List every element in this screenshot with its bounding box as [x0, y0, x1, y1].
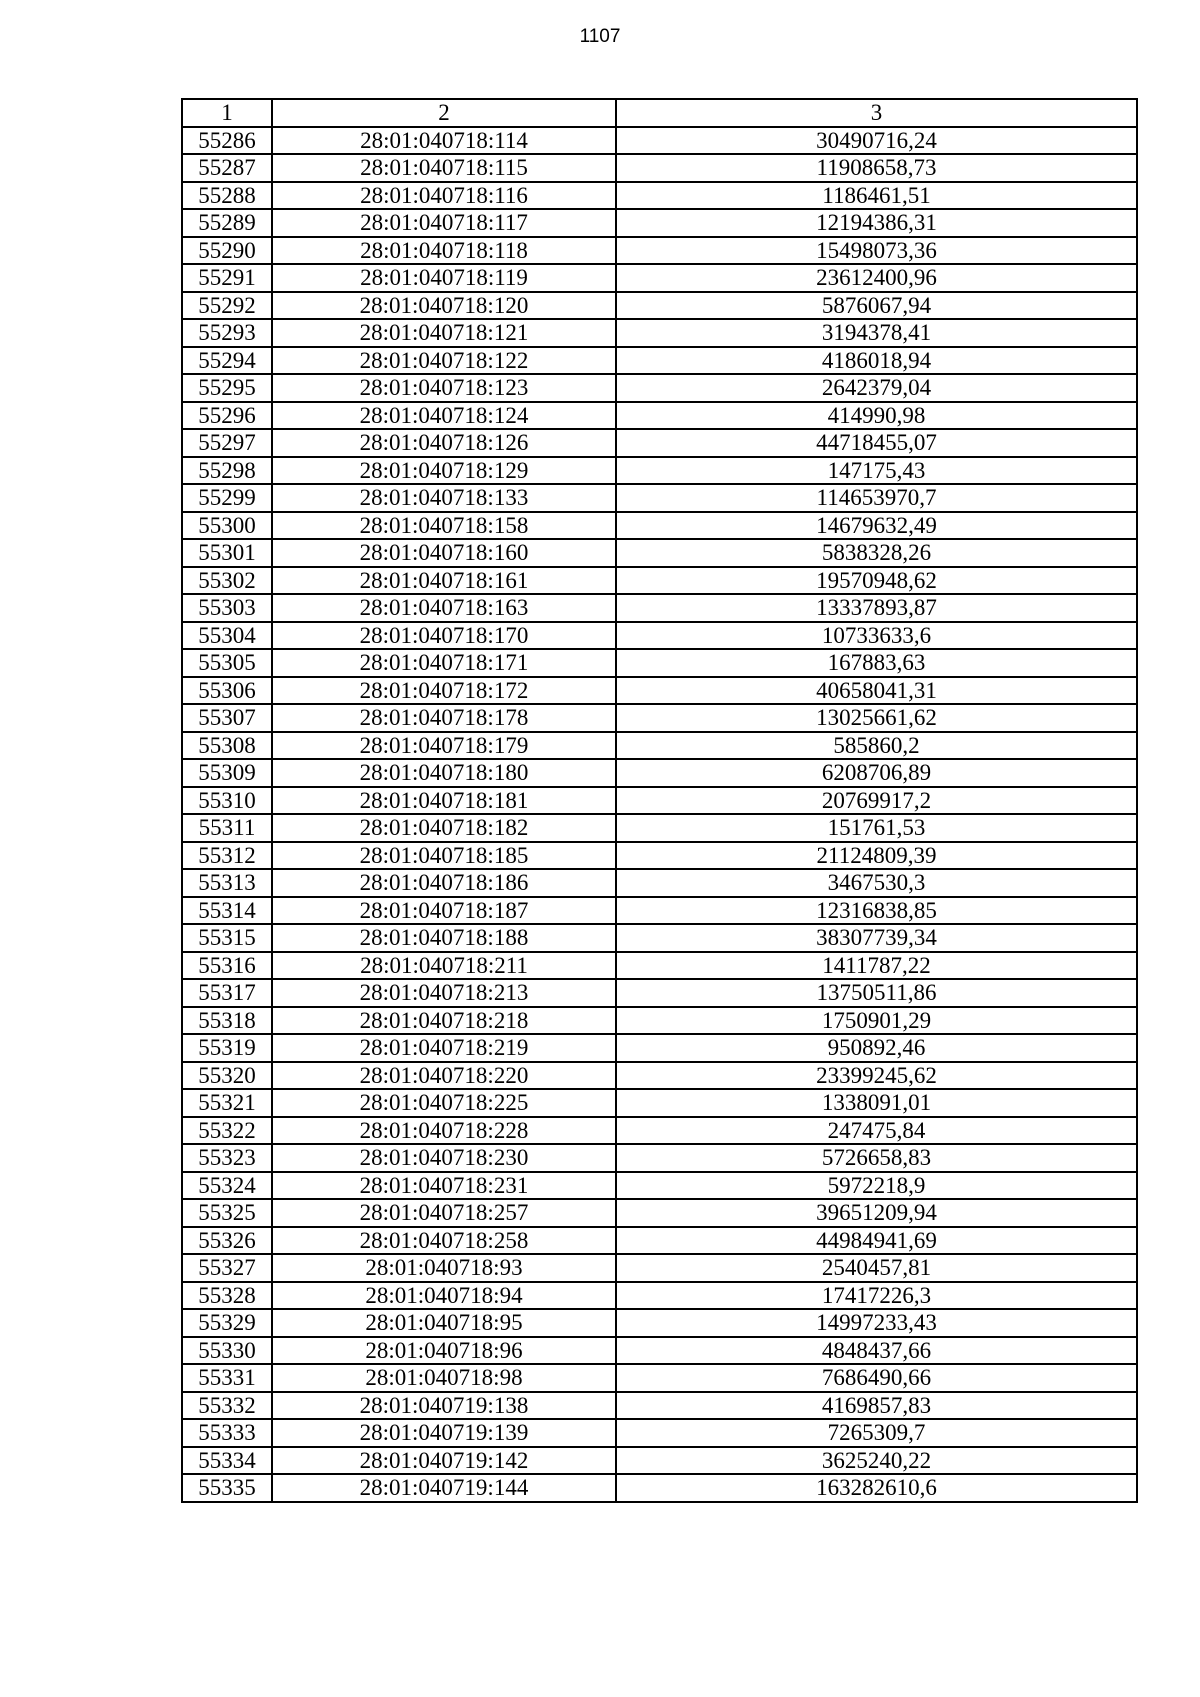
cadastral-number-cell: 28:01:040718:158	[272, 512, 616, 540]
table-row	[182, 1117, 1137, 1145]
row-number-cell: 55332	[182, 1392, 272, 1420]
table-row	[182, 402, 1137, 430]
cadastral-number-cell: 28:01:040718:122	[272, 347, 616, 375]
table-row	[182, 209, 1137, 237]
value-cell: 5838328,26	[616, 539, 1137, 567]
value-cell: 23399245,62	[616, 1062, 1137, 1090]
cadastral-number-cell: 28:01:040718:98	[272, 1364, 616, 1392]
value-cell: 2540457,81	[616, 1254, 1137, 1282]
table-row	[182, 1227, 1137, 1255]
row-number-cell: 55296	[182, 402, 272, 430]
value-cell: 12316838,85	[616, 897, 1137, 925]
value-cell: 14997233,43	[616, 1309, 1137, 1337]
table-row	[182, 457, 1137, 485]
table-row	[182, 154, 1137, 182]
data-table	[181, 98, 1138, 1503]
table-row	[182, 759, 1137, 787]
row-number-cell: 55325	[182, 1199, 272, 1227]
cadastral-number-cell: 28:01:040718:181	[272, 787, 616, 815]
value-cell: 147175,43	[616, 457, 1137, 485]
table-row	[182, 787, 1137, 815]
row-number-cell: 55306	[182, 677, 272, 705]
row-number-cell: 55301	[182, 539, 272, 567]
row-number-cell: 55324	[182, 1172, 272, 1200]
table-row	[182, 539, 1137, 567]
cadastral-number-cell: 28:01:040718:161	[272, 567, 616, 595]
row-number-cell: 55297	[182, 429, 272, 457]
table-row	[182, 979, 1137, 1007]
cadastral-number-cell: 28:01:040718:219	[272, 1034, 616, 1062]
table-row	[182, 649, 1137, 677]
table-header-row	[182, 99, 1137, 127]
row-number-cell: 55293	[182, 319, 272, 347]
value-cell: 21124809,39	[616, 842, 1137, 870]
cadastral-number-cell: 28:01:040718:211	[272, 952, 616, 980]
cadastral-number-cell: 28:01:040718:160	[272, 539, 616, 567]
value-cell: 1411787,22	[616, 952, 1137, 980]
row-number-cell: 55302	[182, 567, 272, 595]
table-row	[182, 1172, 1137, 1200]
cadastral-number-cell: 28:01:040718:133	[272, 484, 616, 512]
row-number-cell: 55331	[182, 1364, 272, 1392]
value-cell: 39651209,94	[616, 1199, 1137, 1227]
value-cell: 44718455,07	[616, 429, 1137, 457]
row-number-cell: 55288	[182, 182, 272, 210]
value-cell: 1338091,01	[616, 1089, 1137, 1117]
row-number-cell: 55289	[182, 209, 272, 237]
value-cell: 1186461,51	[616, 182, 1137, 210]
cadastral-number-cell: 28:01:040718:124	[272, 402, 616, 430]
table-row	[182, 677, 1137, 705]
value-cell: 20769917,2	[616, 787, 1137, 815]
value-cell: 4848437,66	[616, 1337, 1137, 1365]
table-row	[182, 484, 1137, 512]
value-cell: 7686490,66	[616, 1364, 1137, 1392]
cadastral-number-cell: 28:01:040718:230	[272, 1144, 616, 1172]
row-number-cell: 55319	[182, 1034, 272, 1062]
cadastral-number-cell: 28:01:040718:118	[272, 237, 616, 265]
row-number-cell: 55316	[182, 952, 272, 980]
cadastral-number-cell: 28:01:040718:258	[272, 1227, 616, 1255]
value-cell: 13025661,62	[616, 704, 1137, 732]
row-number-cell: 55323	[182, 1144, 272, 1172]
cadastral-number-cell: 28:01:040719:142	[272, 1447, 616, 1475]
row-number-cell: 55330	[182, 1337, 272, 1365]
row-number-cell: 55322	[182, 1117, 272, 1145]
row-number-cell: 55299	[182, 484, 272, 512]
table-row	[182, 237, 1137, 265]
table-row	[182, 319, 1137, 347]
table-row	[182, 1007, 1137, 1035]
cadastral-number-cell: 28:01:040718:172	[272, 677, 616, 705]
value-cell: 247475,84	[616, 1117, 1137, 1145]
row-number-cell: 55307	[182, 704, 272, 732]
table-row	[182, 264, 1137, 292]
cadastral-number-cell: 28:01:040718:225	[272, 1089, 616, 1117]
row-number-cell: 55317	[182, 979, 272, 1007]
value-cell: 30490716,24	[616, 127, 1137, 155]
cadastral-number-cell: 28:01:040718:213	[272, 979, 616, 1007]
table-row	[182, 1062, 1137, 1090]
cadastral-number-cell: 28:01:040718:96	[272, 1337, 616, 1365]
value-cell: 114653970,7	[616, 484, 1137, 512]
table-row	[182, 952, 1137, 980]
value-cell: 3625240,22	[616, 1447, 1137, 1475]
cadastral-number-cell: 28:01:040718:220	[272, 1062, 616, 1090]
table-row	[182, 1392, 1137, 1420]
table-row	[182, 1034, 1137, 1062]
cadastral-number-cell: 28:01:040718:163	[272, 594, 616, 622]
cadastral-number-cell: 28:01:040718:170	[272, 622, 616, 650]
table-row	[182, 732, 1137, 760]
column-header-2: 2	[272, 99, 616, 127]
row-number-cell: 55327	[182, 1254, 272, 1282]
value-cell: 38307739,34	[616, 924, 1137, 952]
value-cell: 4186018,94	[616, 347, 1137, 375]
value-cell: 17417226,3	[616, 1282, 1137, 1310]
table-row	[182, 1089, 1137, 1117]
value-cell: 167883,63	[616, 649, 1137, 677]
cadastral-number-cell: 28:01:040718:95	[272, 1309, 616, 1337]
cadastral-number-cell: 28:01:040718:117	[272, 209, 616, 237]
cadastral-number-cell: 28:01:040718:186	[272, 869, 616, 897]
value-cell: 6208706,89	[616, 759, 1137, 787]
row-number-cell: 55326	[182, 1227, 272, 1255]
row-number-cell: 55328	[182, 1282, 272, 1310]
value-cell: 3194378,41	[616, 319, 1137, 347]
value-cell: 163282610,6	[616, 1474, 1137, 1502]
row-number-cell: 55313	[182, 869, 272, 897]
value-cell: 950892,46	[616, 1034, 1137, 1062]
value-cell: 414990,98	[616, 402, 1137, 430]
cadastral-number-cell: 28:01:040718:126	[272, 429, 616, 457]
value-cell: 19570948,62	[616, 567, 1137, 595]
value-cell: 151761,53	[616, 814, 1137, 842]
cadastral-number-cell: 28:01:040718:188	[272, 924, 616, 952]
table-row	[182, 704, 1137, 732]
table-row	[182, 127, 1137, 155]
value-cell: 13750511,86	[616, 979, 1137, 1007]
row-number-cell: 55308	[182, 732, 272, 760]
value-cell: 7265309,7	[616, 1419, 1137, 1447]
value-cell: 44984941,69	[616, 1227, 1137, 1255]
cadastral-number-cell: 28:01:040718:182	[272, 814, 616, 842]
table-row	[182, 1254, 1137, 1282]
row-number-cell: 55314	[182, 897, 272, 925]
value-cell: 2642379,04	[616, 374, 1137, 402]
table-row	[182, 1337, 1137, 1365]
cadastral-number-cell: 28:01:040718:228	[272, 1117, 616, 1145]
row-number-cell: 55320	[182, 1062, 272, 1090]
value-cell: 23612400,96	[616, 264, 1137, 292]
row-number-cell: 55312	[182, 842, 272, 870]
row-number-cell: 55290	[182, 237, 272, 265]
cadastral-number-cell: 28:01:040719:138	[272, 1392, 616, 1420]
cadastral-number-cell: 28:01:040718:115	[272, 154, 616, 182]
row-number-cell: 55311	[182, 814, 272, 842]
cadastral-number-cell: 28:01:040719:144	[272, 1474, 616, 1502]
row-number-cell: 55305	[182, 649, 272, 677]
table-row	[182, 1144, 1137, 1172]
cadastral-number-cell: 28:01:040718:120	[272, 292, 616, 320]
column-header-3: 3	[616, 99, 1137, 127]
cadastral-number-cell: 28:01:040718:218	[272, 1007, 616, 1035]
value-cell: 11908658,73	[616, 154, 1137, 182]
cadastral-number-cell: 28:01:040718:116	[272, 182, 616, 210]
value-cell: 585860,2	[616, 732, 1137, 760]
table-row	[182, 1447, 1137, 1475]
row-number-cell: 55304	[182, 622, 272, 650]
cadastral-number-cell: 28:01:040718:119	[272, 264, 616, 292]
row-number-cell: 55310	[182, 787, 272, 815]
value-cell: 14679632,49	[616, 512, 1137, 540]
value-cell: 15498073,36	[616, 237, 1137, 265]
cadastral-number-cell: 28:01:040718:178	[272, 704, 616, 732]
row-number-cell: 55286	[182, 127, 272, 155]
table-row	[182, 924, 1137, 952]
row-number-cell: 55321	[182, 1089, 272, 1117]
value-cell: 1750901,29	[616, 1007, 1137, 1035]
cadastral-number-cell: 28:01:040718:123	[272, 374, 616, 402]
row-number-cell: 55303	[182, 594, 272, 622]
row-number-cell: 55334	[182, 1447, 272, 1475]
cadastral-number-cell: 28:01:040718:93	[272, 1254, 616, 1282]
value-cell: 5726658,83	[616, 1144, 1137, 1172]
table-row	[182, 594, 1137, 622]
value-cell: 10733633,6	[616, 622, 1137, 650]
row-number-cell: 55329	[182, 1309, 272, 1337]
table-row	[182, 1364, 1137, 1392]
row-number-cell: 55291	[182, 264, 272, 292]
cadastral-number-cell: 28:01:040718:180	[272, 759, 616, 787]
table-row	[182, 814, 1137, 842]
value-cell: 5876067,94	[616, 292, 1137, 320]
table-row	[182, 622, 1137, 650]
cadastral-number-cell: 28:01:040718:171	[272, 649, 616, 677]
table-row	[182, 182, 1137, 210]
page-number: 1107	[579, 26, 621, 47]
table-row	[182, 897, 1137, 925]
cadastral-number-cell: 28:01:040719:139	[272, 1419, 616, 1447]
value-cell: 4169857,83	[616, 1392, 1137, 1420]
cadastral-number-cell: 28:01:040718:114	[272, 127, 616, 155]
value-cell: 12194386,31	[616, 209, 1137, 237]
cadastral-number-cell: 28:01:040718:179	[272, 732, 616, 760]
value-cell: 5972218,9	[616, 1172, 1137, 1200]
table-row	[182, 512, 1137, 540]
row-number-cell: 55309	[182, 759, 272, 787]
cadastral-number-cell: 28:01:040718:185	[272, 842, 616, 870]
cadastral-number-cell: 28:01:040718:121	[272, 319, 616, 347]
table-row	[182, 1474, 1137, 1502]
value-cell: 13337893,87	[616, 594, 1137, 622]
row-number-cell: 55335	[182, 1474, 272, 1502]
table-row	[182, 869, 1137, 897]
table-row	[182, 347, 1137, 375]
table-row	[182, 374, 1137, 402]
value-cell: 40658041,31	[616, 677, 1137, 705]
cadastral-number-cell: 28:01:040718:187	[272, 897, 616, 925]
value-cell: 3467530,3	[616, 869, 1137, 897]
table-row	[182, 567, 1137, 595]
table-row	[182, 1419, 1137, 1447]
cadastral-number-cell: 28:01:040718:94	[272, 1282, 616, 1310]
row-number-cell: 55287	[182, 154, 272, 182]
cadastral-number-cell: 28:01:040718:129	[272, 457, 616, 485]
row-number-cell: 55318	[182, 1007, 272, 1035]
row-number-cell: 55300	[182, 512, 272, 540]
table-row	[182, 1309, 1137, 1337]
table-row	[182, 1199, 1137, 1227]
table-row	[182, 429, 1137, 457]
row-number-cell: 55295	[182, 374, 272, 402]
row-number-cell: 55292	[182, 292, 272, 320]
row-number-cell: 55315	[182, 924, 272, 952]
row-number-cell: 55333	[182, 1419, 272, 1447]
table-row	[182, 842, 1137, 870]
table-body	[182, 127, 1137, 1502]
row-number-cell: 55298	[182, 457, 272, 485]
table-row	[182, 1282, 1137, 1310]
row-number-cell: 55294	[182, 347, 272, 375]
cadastral-number-cell: 28:01:040718:257	[272, 1199, 616, 1227]
cadastral-number-cell: 28:01:040718:231	[272, 1172, 616, 1200]
column-header-1: 1	[182, 99, 272, 127]
table-row	[182, 292, 1137, 320]
